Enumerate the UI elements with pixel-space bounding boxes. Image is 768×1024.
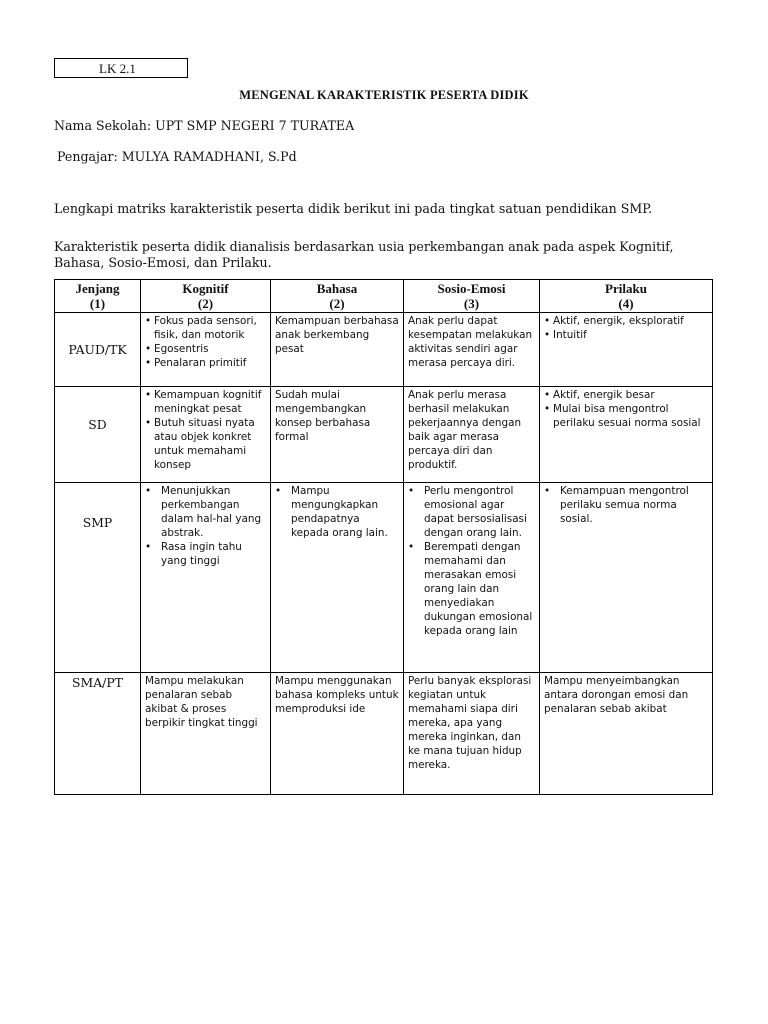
bahasa-cell: Kemampuan berbahasa anak berkembang pesat [271,313,404,387]
list-item: • Mulai bisa mengontrol perilaku sesuai norma sosial [544,402,708,430]
list-item: • Mampu mengungkapkan pendapatnya kepada orang lain. [275,484,399,540]
characteristics-table [54,279,713,795]
table-row [55,673,713,795]
list-item: • Menunjukkan perkembangan dalam hal-hal yang abstrak. [145,484,266,540]
table-row [55,313,713,387]
list-item: • Kemampuan kognitif meningkat pesat [145,388,266,416]
list-item: • Berempati dengan memahami dan merasakan emosi orang lain dan menyediakan dukungan emosional kepada orang lain [408,540,535,638]
worksheet-label: LK 2.1 [54,58,188,78]
level-cell: SMP [55,483,141,673]
header-sosio-emosi: Sosio-Emosi (3) [404,280,540,313]
list-item: • Rasa ingin tahu yang tinggi [145,540,266,568]
kognitif-cell: Mampu melakukan penalaran sebab akibat & proses berpikir tingkat tinggi [141,673,271,795]
prilaku-cell [540,387,713,483]
bahasa-cell: Sudah mulai mengembangkan konsep berbahasa formal [271,387,404,483]
table-header-row [55,280,713,313]
level-cell: SMA/PT [55,673,141,795]
kognitif-cell [141,313,271,387]
list-item: • Penalaran primitif [145,356,266,370]
instruction-1: Lengkapi matriks karakteristik peserta didik berikut ini pada tingkat satuan pendidikan SMP. [54,201,653,216]
instruction-2: Karakteristik peserta didik dianalisis berdasarkan usia perkembangan anak pada aspek Kognitif, Bahasa, Sosio-Emosi, dan Prilaku. [54,239,674,270]
list-item: • Fokus pada sensori, fisik, dan motorik [145,314,266,342]
prilaku-cell: Mampu menyeimbangkan antara dorongan emosi dan penalaran sebab akibat [540,673,713,795]
table-row [55,483,713,673]
kognitif-cell [141,387,271,483]
level-cell: PAUD/TK [55,313,141,387]
list-item: • Egosentris [145,342,266,356]
sosio-emosi-cell: Anak perlu dapat kesempatan melakukan aktivitas sendiri agar merasa percaya diri. [404,313,540,387]
list-item: • Aktif, energik, eksploratif [544,314,708,328]
prilaku-cell [540,483,713,673]
level-cell: SD [55,387,141,483]
school-name: Nama Sekolah: UPT SMP NEGERI 7 TURATEA [54,118,355,133]
list-item: • Intuitif [544,328,708,342]
sosio-emosi-cell: Anak perlu merasa berhasil melakukan pekerjaannya dengan baik agar merasa percaya diri dan produktif. [404,387,540,483]
bahasa-cell: Mampu menggunakan bahasa kompleks untuk memproduksi ide [271,673,404,795]
list-item: • Perlu mengontrol emosional agar dapat bersosialisasi dengan orang lain. [408,484,535,540]
sosio-emosi-cell: Perlu banyak eksplorasi kegiatan untuk memahami siapa diri mereka, apa yang mereka inginkan, dan ke mana tujuan hidup mereka. [404,673,540,795]
table-row [55,387,713,483]
kognitif-cell [141,483,271,673]
list-item: • Butuh situasi nyata atau objek konkret untuk memahami konsep [145,416,266,472]
page-title: MENGENAL KARAKTERISTIK PESERTA DIDIK [239,88,529,102]
header-prilaku: Prilaku (4) [540,280,713,313]
header-jenjang: Jenjang (1) [55,280,141,313]
header-bahasa: Bahasa (2) [271,280,404,313]
list-item: • Aktif, energik besar [544,388,708,402]
teacher-name: Pengajar: MULYA RAMADHANI, S.Pd [57,149,297,164]
bahasa-cell [271,483,404,673]
list-item: • Kemampuan mengontrol perilaku semua norma sosial. [544,484,708,526]
header-kognitif: Kognitif (2) [141,280,271,313]
sosio-emosi-cell [404,483,540,673]
prilaku-cell [540,313,713,387]
